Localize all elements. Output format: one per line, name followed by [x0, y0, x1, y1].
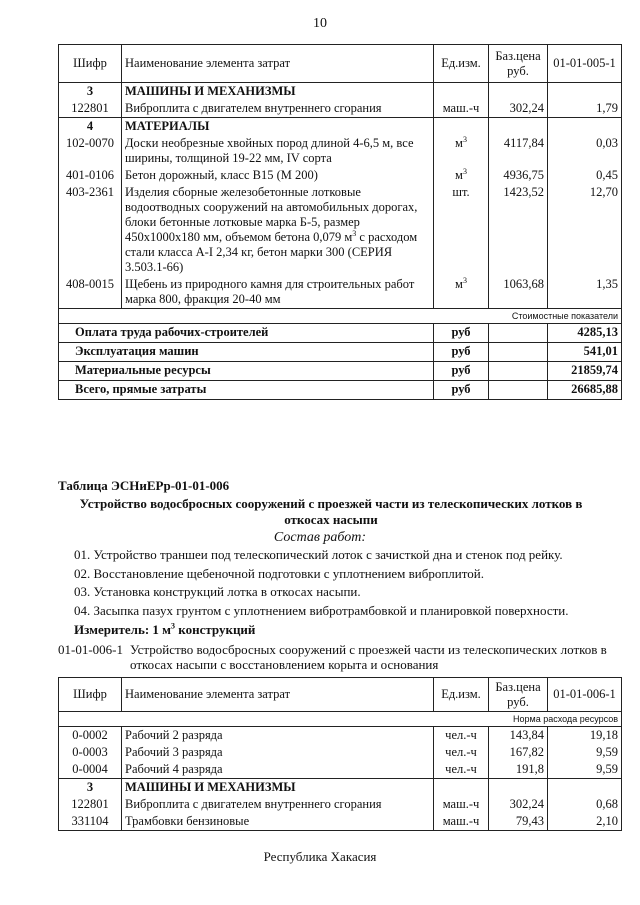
cell-unit: чел.-ч	[434, 727, 489, 745]
table-row	[59, 276, 622, 309]
cell-name: МАШИНЫ И МЕХАНИЗМЫ	[122, 779, 434, 797]
cell-name: Щебень из природного камня для строительных работ марка 800, фракция 20-40 мм	[122, 276, 434, 309]
cell-code: 0-0003	[59, 744, 122, 761]
work-item: 03. Установка конструкций лотка в откосах насыпи.	[74, 584, 361, 599]
cell-code: 331104	[59, 813, 122, 831]
cell-code: 401-0106	[59, 167, 122, 184]
header-code: Шифр	[59, 678, 122, 712]
cell-name: Рабочий 3 разряда	[122, 744, 434, 761]
cell-unit: маш.-ч	[434, 813, 489, 831]
table-row	[59, 744, 622, 761]
totals-row	[59, 381, 622, 400]
cell-quantity: 0,45	[548, 167, 622, 184]
cell-code: 403-2361	[59, 184, 122, 276]
cell-price: 143,84	[489, 727, 548, 745]
table-row	[59, 167, 622, 184]
meter-suffix: конструкций	[175, 622, 256, 637]
cell-code: 122801	[59, 796, 122, 813]
cell-price: 302,24	[489, 100, 548, 118]
cell-quantity: 0,03	[548, 135, 622, 167]
cell-name: Бетон дорожный, класс В15 (М 200)	[122, 167, 434, 184]
cell-quantity: 2,10	[548, 813, 622, 831]
cell-name: МАШИНЫ И МЕХАНИЗМЫ	[122, 83, 434, 101]
header-unit: Ед.изм.	[434, 678, 489, 712]
table-row	[59, 184, 622, 276]
header-price: Баз.цена руб.	[489, 678, 548, 712]
cell-unit: $м^3$	[434, 276, 489, 309]
cell-unit	[434, 779, 489, 797]
work-item: 02. Восстановление щебеночной подготовки с уплотнением виброплитой.	[74, 565, 484, 581]
cell-quantity	[548, 118, 622, 136]
norm-note-row	[59, 712, 622, 727]
total-spacer	[489, 362, 548, 381]
cell-quantity: 0,68	[548, 796, 622, 813]
resource-table-005-1	[58, 44, 622, 400]
totals-row	[59, 324, 622, 343]
cell-quantity: 12,70	[548, 184, 622, 276]
cell-price: 191,8	[489, 761, 548, 779]
table-row	[59, 135, 622, 167]
cell-unit: маш.-ч	[434, 796, 489, 813]
cell-quantity	[548, 779, 622, 797]
works-list	[74, 546, 614, 620]
table-row	[59, 796, 622, 813]
cell-code: 122801	[59, 100, 122, 118]
total-spacer	[489, 343, 548, 362]
header-unit: Ед.изм.	[434, 45, 489, 83]
total-name: Материальные ресурсы	[59, 362, 434, 381]
totals-row	[59, 343, 622, 362]
page-number: 10	[313, 16, 327, 31]
total-name: Оплата труда рабочих-строителей	[59, 324, 434, 343]
norm-note: Норма расхода ресурсов	[59, 712, 622, 727]
position-text: Устройство водосбросных сооружений с проезжей части из телескопических лотков в откосах насыпи с восстановлением корыта и основания	[130, 642, 607, 672]
work-item: 04. Засыпка пазух грунтом с уплотнением вибротрамбовкой и планировкой поверхности.	[74, 602, 569, 618]
total-spacer	[489, 381, 548, 400]
cost-note: Стоимостные показатели	[59, 309, 622, 324]
section-row	[59, 83, 622, 101]
cell-name: Доски необрезные хвойных пород длиной 4-6,5 м, все ширины, толщиной 19-22 мм, IV сорта	[122, 135, 434, 167]
cell-quantity: 9,59	[548, 761, 622, 779]
cell-price: 4936,75	[489, 167, 548, 184]
cell-unit: $м^3$	[434, 135, 489, 167]
cell-code: 3	[59, 779, 122, 797]
table1-totals	[59, 309, 622, 400]
header-code: Шифр	[59, 45, 122, 83]
cell-name: Виброплита с двигателем внутреннего сгорания	[122, 796, 434, 813]
total-unit: руб	[434, 381, 489, 400]
cell-code: 0-0002	[59, 727, 122, 745]
header-position-code: 01-01-005-1	[548, 45, 622, 83]
cell-code: 0-0004	[59, 761, 122, 779]
total-value: 4285,13	[548, 324, 622, 343]
cell-price: 4117,84	[489, 135, 548, 167]
cell-name: Трамбовки бензиновые	[122, 813, 434, 831]
cell-price	[489, 118, 548, 136]
cell-unit: шт.	[434, 184, 489, 276]
cell-name: МАТЕРИАЛЫ	[122, 118, 434, 136]
cell-quantity: 1,35	[548, 276, 622, 309]
table-header-row	[59, 678, 622, 712]
cell-price: 167,82	[489, 744, 548, 761]
cell-name: Виброплита с двигателем внутреннего сгорания	[122, 100, 434, 118]
meter-sup: 3	[171, 621, 176, 631]
cell-code: 4	[59, 118, 122, 136]
cell-price	[489, 83, 548, 101]
cell-name: Рабочий 4 разряда	[122, 761, 434, 779]
cell-unit: чел.-ч	[434, 761, 489, 779]
table-row	[59, 761, 622, 779]
meter-prefix: Измеритель: 1 м	[74, 622, 172, 637]
cell-code: 408-0015	[59, 276, 122, 309]
header-name: Наименование элемента затрат	[122, 45, 434, 83]
table-header-row	[59, 45, 622, 83]
cell-name: Рабочий 2 разряда	[122, 727, 434, 745]
cell-quantity	[548, 83, 622, 101]
total-spacer	[489, 324, 548, 343]
cell-quantity: 1,79	[548, 100, 622, 118]
section-row	[59, 779, 622, 797]
cell-unit: $м^3$	[434, 167, 489, 184]
cell-price	[489, 779, 548, 797]
cell-unit	[434, 83, 489, 101]
table-row	[59, 813, 622, 831]
total-name: Эксплуатация машин	[59, 343, 434, 362]
cell-code: 102-0070	[59, 135, 122, 167]
table1-body	[59, 83, 622, 309]
total-value: 26685,88	[548, 381, 622, 400]
works-title: Состав работ:	[273, 530, 367, 545]
cell-name: Изделия сборные железобетонные лотковые водоотводных сооружений на автомобильных дорогах, блоки бетонные лотковые марка Б-5, размер 450х1000х180 мм, объемом бетона 0,079 $м^3$ с расходом стали класса А-I 2,34 кг, бетон марки 300 (СЕРИЯ 3.503.1-66)	[122, 184, 434, 276]
cell-unit: чел.-ч	[434, 744, 489, 761]
totals-row	[59, 362, 622, 381]
resource-table-006-1	[58, 677, 622, 831]
header-price: Баз.цена руб.	[489, 45, 548, 83]
table-row	[59, 100, 622, 118]
cost-note-row	[59, 309, 622, 324]
cell-price: 302,24	[489, 796, 548, 813]
total-unit: руб	[434, 324, 489, 343]
cell-price: 79,43	[489, 813, 548, 831]
section-row	[59, 118, 622, 136]
cell-code: 3	[59, 83, 122, 101]
table-id: Таблица ЭСНиЕРр-01-01-006	[58, 478, 230, 493]
cell-unit: маш.-ч	[434, 100, 489, 118]
header-position-code: 01-01-006-1	[548, 678, 622, 712]
work-item: 01. Устройство траншеи под телескопический лоток с зачисткой дна и стенок под рейку.	[74, 547, 563, 562]
total-name: Всего, прямые затраты	[59, 381, 434, 400]
header-name: Наименование элемента затрат	[122, 678, 434, 712]
total-value: 21859,74	[548, 362, 622, 381]
total-value: 541,01	[548, 343, 622, 362]
position-code: 01-01-006-1	[58, 642, 123, 657]
cell-price: 1063,68	[489, 276, 548, 309]
total-unit: руб	[434, 362, 489, 381]
cell-quantity: 19,18	[548, 727, 622, 745]
footer-region: Республика Хакасия	[263, 849, 377, 864]
meter	[74, 622, 255, 638]
position-description	[58, 642, 618, 672]
section-title: Устройство водосбросных сооружений с проезжей части из телескопических лотков в откосах насыпи	[79, 496, 583, 527]
cell-quantity: 9,59	[548, 744, 622, 761]
cell-price: 1423,52	[489, 184, 548, 276]
table-row	[59, 727, 622, 745]
table2-body	[59, 727, 622, 831]
cell-unit	[434, 118, 489, 136]
total-unit: руб	[434, 343, 489, 362]
